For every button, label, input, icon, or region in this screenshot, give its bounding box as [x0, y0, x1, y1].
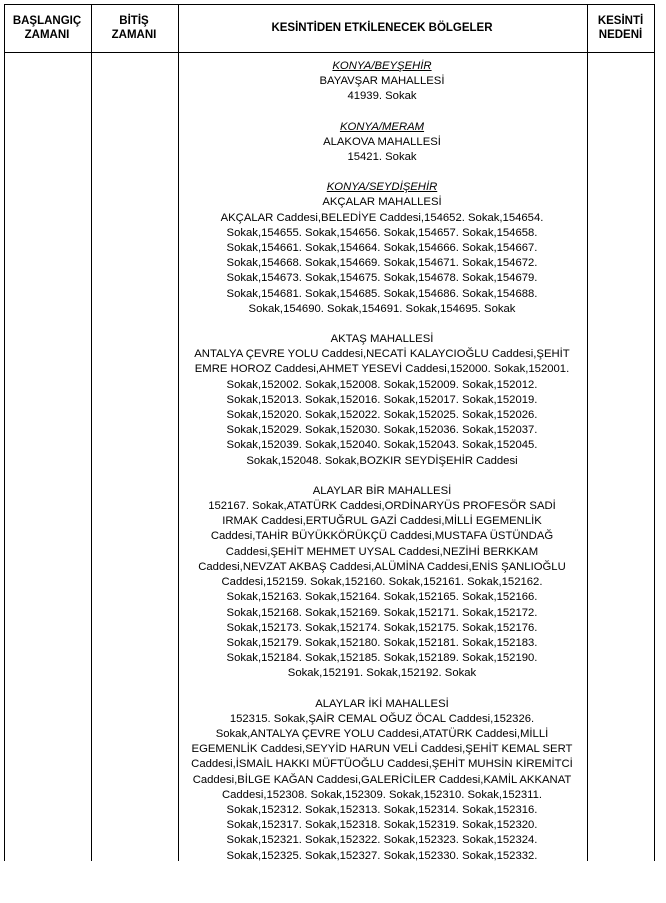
street-list-line: Caddesi,TAHİR BÜYÜKKÖRÜKÇÜ Caddesi,MUSTAFA ÜSTÜNDAĞ [210, 530, 554, 543]
street-list-line: Sokak,152173. Sokak,152174. Sokak,152175. Sokak,152176. [226, 621, 538, 634]
header-affected-regions [178, 4, 586, 51]
neighborhood-name: ALAYLAR BİR MAHALLESİ [312, 484, 452, 497]
header-outage-reason [587, 4, 654, 51]
street-list-line: Sokak,154673. Sokak,154675. Sokak,154678. Sokak,154679. [226, 272, 538, 285]
header-start-time [4, 4, 90, 51]
street-list-line: Sokak,152002. Sokak,152008. Sokak,152009. Sokak,152012. [226, 378, 538, 391]
street-list-line: Caddesi,NEVZAT AKBAŞ Caddesi,ALÜMİNA Caddesi,ENİS ŞANLIOĞLU [198, 560, 566, 573]
region-block [178, 59, 586, 105]
street-list-line: 152167. Sokak,ATATÜRK Caddesi,ORDİNARYÜS PROFESÖR SADİ [208, 500, 556, 513]
outage-table [4, 4, 654, 861]
column-divider-1 [91, 4, 92, 861]
region-block [178, 120, 586, 166]
header-start-time-line2: ZAMANI [24, 28, 70, 41]
street-list-line: Sokak,152179. Sokak,152180. Sokak,152181. Sokak,152183. [226, 636, 538, 649]
header-start-time-line1: BAŞLANGIÇ [12, 14, 82, 27]
street-list-line: Sokak,154690. Sokak,154691. Sokak,154695. Sokak [248, 302, 516, 315]
street-list-line: Sokak,152039. Sokak,152040. Sokak,152043. Sokak,152045. [226, 439, 538, 452]
neighborhood-name: ALAYLAR İKİ MAHALLESİ [315, 697, 449, 710]
header-outage-reason-line1: KESİNTİ [597, 14, 644, 27]
district-heading: KONYA/SEYDİŞEHİR [326, 181, 438, 194]
neighborhood-name: ALAKOVA MAHALLESİ [323, 135, 441, 148]
region-block [178, 180, 586, 317]
street-list-line: Sokak,152029. Sokak,152030. Sokak,152036. Sokak,152037. [226, 424, 538, 437]
table-right-border [654, 4, 655, 861]
street-list-line: Sokak,152013. Sokak,152016. Sokak,152017. Sokak,152019. [226, 393, 538, 406]
street-list-line: ANTALYA ÇEVRE YOLU Caddesi,NECATİ KALAYCIOĞLU Caddesi,ŞEHİT [194, 348, 570, 361]
header-affected-regions-label: KESİNTİDEN ETKİLENECEK BÖLGELER [271, 21, 493, 34]
street-list-line: Sokak,152020. Sokak,152022. Sokak,152025. Sokak,152026. [226, 409, 538, 422]
street-list-line: Caddesi,152159. Sokak,152160. Sokak,152161. Sokak,152162. [221, 576, 543, 589]
neighborhood-name: AKTAŞ MAHALLESİ [330, 333, 434, 346]
street-list-line: Sokak,154661. Sokak,154664. Sokak,154666. Sokak,154667. [226, 242, 538, 255]
street-list-line: Sokak,152168. Sokak,152169. Sokak,152171. Sokak,152172. [226, 606, 538, 619]
street-list-line: Sokak,152163. Sokak,152164. Sokak,152165. Sokak,152166. [226, 591, 538, 604]
street-list-line: Caddesi,İSMAİL HAKKI MÜFTÜOĞLU Caddesi,ŞEHİT MUHSİN KİREMİTCİ [191, 758, 573, 771]
street-list-line: IRMAK Caddesi,ERTUĞRUL GAZİ Caddesi,MİLLİ EGEMENLİK [222, 515, 542, 528]
neighborhood-name: BAYAVŞAR MAHALLESİ [319, 75, 445, 88]
street-list-line: Sokak,152325. Sokak,152327. Sokak,152330. Sokak,152332. [226, 849, 538, 862]
table-left-border [4, 4, 5, 861]
street-list-line: EMRE HOROZ Caddesi,AHMET YESEVİ Caddesi,152000. Sokak,152001. [194, 363, 570, 376]
region-block [178, 484, 586, 682]
header-bottom-border [4, 52, 654, 53]
street-list-line: AKÇALAR Caddesi,BELEDİYE Caddesi,154652. Sokak,154654. [220, 211, 544, 224]
district-heading: KONYA/BEYŞEHİR [332, 60, 432, 72]
street-list-line: EGEMENLİK Caddesi,SEYYİD HARUN VELİ Caddesi,ŞEHİT KEMAL SERT [191, 743, 573, 756]
street-list-line: Sokak,152191. Sokak,152192. Sokak [287, 667, 477, 680]
street-list-line: Sokak,152048. Sokak,BOZKIR SEYDİŞEHİR Caddesi [246, 454, 518, 467]
street-list-line: Sokak,154668. Sokak,154669. Sokak,154671. Sokak,154672. [226, 257, 538, 270]
street-list-line: Sokak,152317. Sokak,152318. Sokak,152319. Sokak,152320. [226, 819, 538, 832]
header-end-time-line1: BİTİŞ [119, 14, 149, 27]
district-heading: KONYA/MERAM [339, 120, 425, 133]
street-list-line: 15421. Sokak [347, 151, 417, 164]
street-list-line: Caddesi,BİLGE KAĞAN Caddesi,GALERİCİLER Caddesi,KAMİL AKKANAT [192, 773, 572, 786]
street-list-line: Sokak,152184. Sokak,152185. Sokak,152189. Sokak,152190. [226, 652, 538, 665]
affected-regions-cell [178, 59, 586, 879]
header-end-time [91, 4, 177, 51]
street-list-line: Caddesi,152308. Sokak,152309. Sokak,152310. Sokak,152311. [221, 788, 543, 801]
street-list-line: Sokak,152312. Sokak,152313. Sokak,152314. Sokak,152316. [226, 803, 538, 816]
column-divider-3 [587, 4, 588, 861]
street-list-line: Caddesi,ŞEHİT MEHMET UYSAL Caddesi,NEZİHİ BERKKAM [225, 545, 539, 558]
neighborhood-name: AKÇALAR MAHALLESİ [322, 196, 442, 209]
street-list-line: Sokak,152321. Sokak,152322. Sokak,152323. Sokak,152324. [226, 834, 538, 847]
street-list-line: Sokak,154655. Sokak,154656. Sokak,154657. Sokak,154658. [226, 226, 538, 239]
region-block [178, 332, 586, 469]
street-list-line: 41939. Sokak [347, 90, 417, 103]
street-list-line: Sokak,ANTALYA ÇEVRE YOLU Caddesi,ATATÜRK Caddesi,MİLLİ [215, 727, 549, 740]
header-outage-reason-line2: NEDENİ [598, 28, 643, 41]
region-block [178, 697, 586, 864]
street-list-line: 152315. Sokak,ŞAİR CEMAL OĞUZ ÖCAL Caddesi,152326. [229, 712, 535, 725]
header-end-time-line2: ZAMANI [111, 28, 157, 41]
street-list-line: Sokak,154681. Sokak,154685. Sokak,154686. Sokak,154688. [226, 287, 538, 300]
